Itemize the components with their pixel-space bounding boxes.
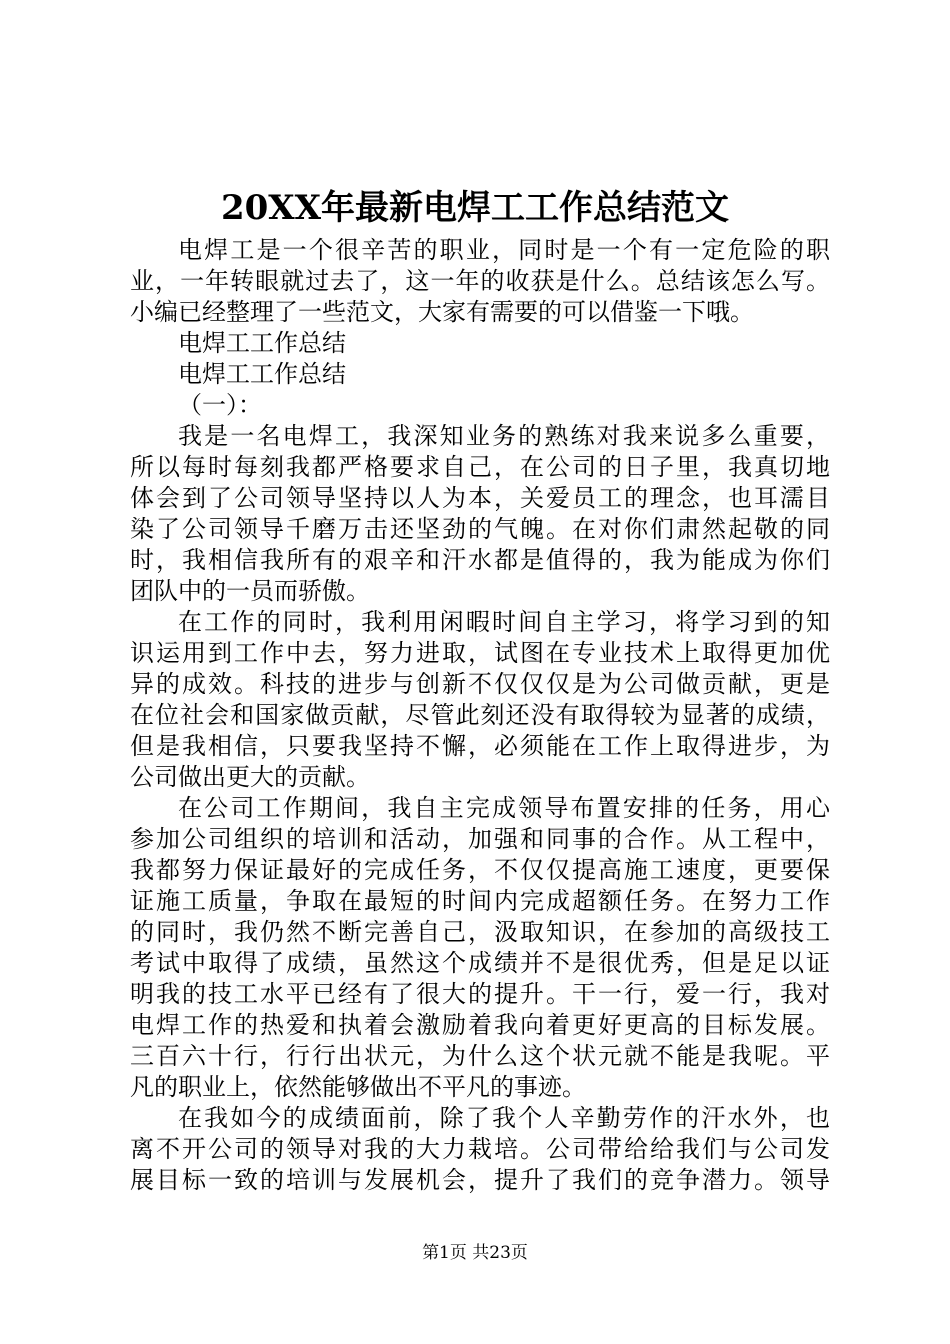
text-line: 所以每时每刻我都严格要求自己，在公司的日子里，我真切地: [130, 453, 830, 481]
text-line: 时，我相信我所有的艰辛和汗水都是值得的，我为能成为你们: [130, 546, 830, 574]
text-line: 公司做出更大的贡献。: [130, 763, 370, 791]
text-line: 在公司工作期间，我自主完成领导布置安排的任务，用心: [178, 794, 830, 822]
text-line: 业，一年转眼就过去了，这一年的收获是什么。总结该怎么写。: [130, 267, 830, 295]
document-body: [130, 235, 830, 1196]
text-line: 体会到了公司领导坚持以人为本，关爱员工的理念，也耳濡目: [130, 484, 830, 512]
page-footer: 第1页 共23页: [422, 1243, 528, 1263]
text-line: 在工作的同时，我利用闲暇时间自主学习，将学习到的知: [178, 608, 830, 636]
text-line: 我都努力保证最好的完成任务，不仅仅提高施工速度，更要保: [130, 856, 830, 884]
text-line: 在位社会和国家做贡献，尽管此刻还没有取得较为显著的成绩，: [130, 701, 830, 729]
text-line: 凡的职业上，依然能够做出不平凡的事迹。: [130, 1073, 586, 1101]
text-line: 电焊工作的热爱和执着会激励着我向着更好更高的目标发展。: [130, 1011, 830, 1039]
text-line: 明我的技工水平已经有了很大的提升。干一行，爱一行，我对: [130, 980, 830, 1008]
text-line: 证施工质量，争取在最短的时间内完成超额任务。在努力工作: [130, 887, 830, 915]
text-line: 在我如今的成绩面前，除了我个人辛勤劳作的汗水外，也: [178, 1104, 830, 1132]
text-line: 染了公司领导千磨万击还坚劲的气魄。在对你们肃然起敬的同: [130, 515, 830, 543]
text-line: 参加公司组织的培训和活动，加强和同事的合作。从工程中，: [130, 825, 830, 853]
text-line: （一）：: [178, 391, 262, 419]
text-line: 电焊工工作总结: [178, 329, 346, 357]
text-line: 电焊工是一个很辛苦的职业，同时是一个有一定危险的职: [178, 236, 830, 264]
text-line: 三百六十行，行行出状元，为什么这个状元就不能是我呢。平: [130, 1042, 830, 1070]
text-line: 电焊工工作总结: [178, 360, 346, 388]
text-line: 团队中的一员而骄傲。: [130, 577, 370, 605]
text-line: 展目标一致的培训与发展机会，提升了我们的竞争潜力。领导: [130, 1166, 830, 1194]
text-line: 识运用到工作中去，努力进取，试图在专业技术上取得更加优: [130, 639, 830, 667]
document-title: 20XX年最新电焊工工作总结范文: [220, 188, 730, 228]
text-line: 离不开公司的领导对我的大力栽培。公司带给给我们与公司发: [130, 1135, 830, 1163]
text-line: 我是一名电焊工，我深知业务的熟练对我来说多么重要，: [178, 422, 830, 450]
text-line: 异的成效。科技的进步与创新不仅仅仅是为公司做贡献，更是: [130, 670, 830, 698]
text-line: 小编已经整理了一些范文，大家有需要的可以借鉴一下哦。: [130, 298, 754, 326]
text-line: 但是我相信，只要我坚持不懈，必须能在工作上取得进步，为: [130, 732, 830, 760]
text-line: 的同时，我仍然不断完善自己，汲取知识，在参加的高级技工: [130, 918, 830, 946]
text-line: 考试中取得了成绩，虽然这个成绩并不是很优秀，但是足以证: [130, 949, 830, 977]
